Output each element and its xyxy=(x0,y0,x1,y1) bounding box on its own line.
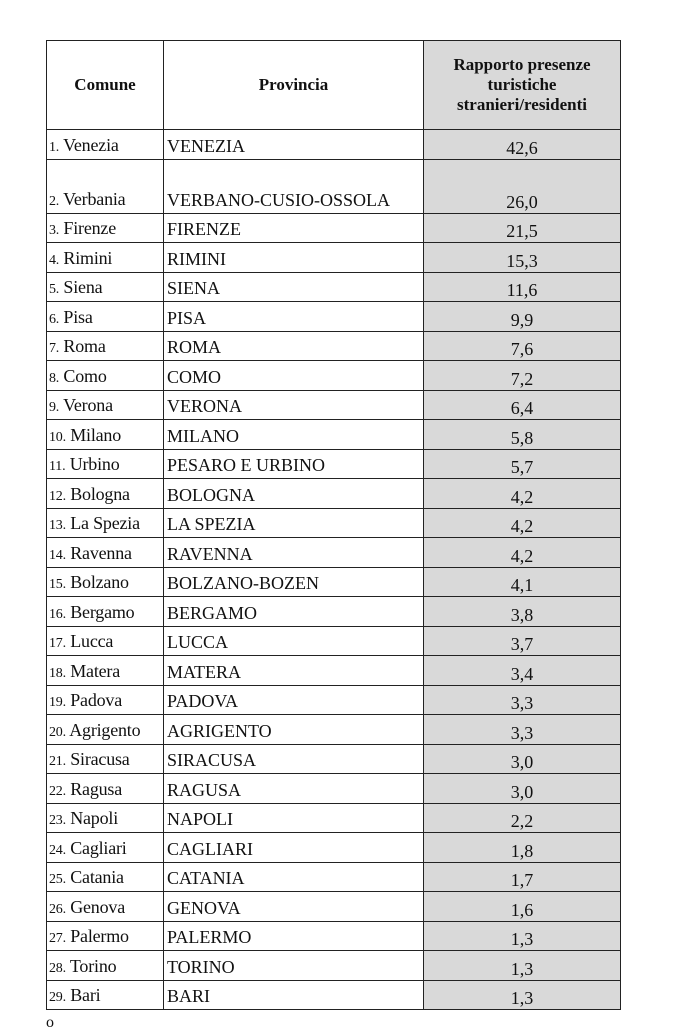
cell-comune xyxy=(47,951,164,981)
cell-comune xyxy=(47,744,164,774)
comune-name: Siracusa xyxy=(70,749,130,769)
cell-rapporto: 5,8 xyxy=(424,420,621,450)
cell-provincia: ROMA xyxy=(164,331,424,361)
cell-rapporto: 4,2 xyxy=(424,479,621,509)
cell-provincia: LA SPEZIA xyxy=(164,508,424,538)
cell-comune xyxy=(47,626,164,656)
cell-provincia: PESARO E URBINO xyxy=(164,449,424,479)
table-header-row xyxy=(47,41,621,130)
cell-provincia: AGRIGENTO xyxy=(164,715,424,745)
cell-comune xyxy=(47,479,164,509)
comune-name: Bari xyxy=(70,985,101,1005)
cell-provincia: CAGLIARI xyxy=(164,833,424,863)
cell-provincia: MATERA xyxy=(164,656,424,686)
table-row xyxy=(47,980,621,1010)
cell-rapporto: 4,2 xyxy=(424,508,621,538)
cell-comune xyxy=(47,803,164,833)
cell-comune xyxy=(47,390,164,420)
cell-provincia: VERONA xyxy=(164,390,424,420)
table-row xyxy=(47,744,621,774)
cell-provincia: TORINO xyxy=(164,951,424,981)
row-number: 15. xyxy=(49,577,66,592)
row-number: 23. xyxy=(49,813,66,828)
table-row xyxy=(47,567,621,597)
row-number: 18. xyxy=(49,665,66,681)
cell-provincia: NAPOLI xyxy=(164,803,424,833)
table-row xyxy=(47,331,621,361)
cell-comune xyxy=(47,567,164,597)
row-number: 8. xyxy=(49,370,60,386)
comune-name: Lucca xyxy=(70,631,114,651)
cell-rapporto: 1,8 xyxy=(424,833,621,863)
cell-rapporto: 21,5 xyxy=(424,213,621,243)
cell-comune xyxy=(47,833,164,863)
cell-rapporto: 3,3 xyxy=(424,715,621,745)
comune-name: Cagliari xyxy=(70,837,127,858)
cell-comune xyxy=(47,361,164,391)
cell-comune xyxy=(47,715,164,745)
row-number: 25. xyxy=(49,872,66,887)
cell-rapporto: 4,1 xyxy=(424,567,621,597)
table-row xyxy=(47,272,621,302)
table-row xyxy=(47,420,621,450)
row-number: 17. xyxy=(49,636,66,651)
header-rapporto: Rapporto presenze turistiche stranieri/residenti xyxy=(424,41,621,130)
cell-provincia: MILANO xyxy=(164,420,424,450)
cell-rapporto: 26,0 xyxy=(424,159,621,213)
tourism-ratio-table-container xyxy=(46,40,620,1010)
footer-mark: o xyxy=(46,1014,54,1031)
row-number: 12. xyxy=(49,488,66,504)
cell-rapporto: 11,6 xyxy=(424,272,621,302)
cell-provincia: GENOVA xyxy=(164,892,424,922)
cell-rapporto: 15,3 xyxy=(424,243,621,273)
comune-name: Agrigento xyxy=(69,719,141,740)
cell-provincia: LUCCA xyxy=(164,626,424,656)
table-row xyxy=(47,774,621,804)
comune-name: Bergamo xyxy=(70,601,135,622)
row-number: 21. xyxy=(49,754,66,769)
table-row xyxy=(47,951,621,981)
cell-provincia: RAGUSA xyxy=(164,774,424,804)
cell-comune xyxy=(47,243,164,273)
cell-provincia: RIMINI xyxy=(164,243,424,273)
comune-name: Genova xyxy=(70,896,125,917)
row-number: 26. xyxy=(49,901,66,917)
cell-rapporto: 3,0 xyxy=(424,744,621,774)
row-number: 6. xyxy=(49,311,60,327)
row-number: 11. xyxy=(49,459,66,474)
cell-provincia: BARI xyxy=(164,980,424,1010)
comune-name: Palermo xyxy=(70,926,129,946)
cell-comune xyxy=(47,420,164,450)
cell-comune xyxy=(47,159,164,213)
comune-name: Catania xyxy=(70,867,124,887)
cell-rapporto: 3,7 xyxy=(424,626,621,656)
cell-rapporto: 42,6 xyxy=(424,130,621,160)
table-row xyxy=(47,892,621,922)
cell-comune xyxy=(47,449,164,479)
cell-comune xyxy=(47,272,164,302)
table-row xyxy=(47,626,621,656)
cell-comune xyxy=(47,130,164,160)
table-row xyxy=(47,479,621,509)
row-number: 3. xyxy=(49,223,60,238)
cell-rapporto: 9,9 xyxy=(424,302,621,332)
cell-provincia: FIRENZE xyxy=(164,213,424,243)
comune-name: Como xyxy=(63,365,107,386)
row-number: 7. xyxy=(49,341,60,356)
table-row xyxy=(47,656,621,686)
comune-name: Torino xyxy=(69,955,117,976)
table-row xyxy=(47,862,621,892)
cell-rapporto: 1,3 xyxy=(424,980,621,1010)
cell-provincia: CATANIA xyxy=(164,862,424,892)
row-number: 24. xyxy=(49,842,66,858)
cell-rapporto: 5,7 xyxy=(424,449,621,479)
cell-provincia: BOLZANO-BOZEN xyxy=(164,567,424,597)
table-row xyxy=(47,685,621,715)
cell-comune xyxy=(47,685,164,715)
table-row xyxy=(47,508,621,538)
cell-rapporto: 1,3 xyxy=(424,921,621,951)
table-row xyxy=(47,715,621,745)
header-comune: Comune xyxy=(47,41,164,130)
table-row xyxy=(47,159,621,213)
tourism-ratio-table xyxy=(46,40,621,1010)
cell-provincia: PALERMO xyxy=(164,921,424,951)
comune-name: Ragusa xyxy=(70,778,123,799)
row-number: 13. xyxy=(49,518,66,533)
cell-rapporto: 3,4 xyxy=(424,656,621,686)
cell-comune xyxy=(47,302,164,332)
header-provincia: Provincia xyxy=(164,41,424,130)
cell-rapporto: 3,0 xyxy=(424,774,621,804)
cell-provincia: BOLOGNA xyxy=(164,479,424,509)
cell-rapporto: 2,2 xyxy=(424,803,621,833)
cell-rapporto: 6,4 xyxy=(424,390,621,420)
row-number: 29. xyxy=(49,990,66,1005)
cell-rapporto: 3,3 xyxy=(424,685,621,715)
row-number: 22. xyxy=(49,783,66,799)
row-number: 28. xyxy=(49,960,66,976)
comune-name: Verona xyxy=(63,395,113,415)
row-number: 27. xyxy=(49,931,66,946)
comune-name: Siena xyxy=(63,277,103,297)
cell-provincia: SIENA xyxy=(164,272,424,302)
comune-name: Roma xyxy=(63,336,106,356)
cell-rapporto: 1,6 xyxy=(424,892,621,922)
cell-provincia: RAVENNA xyxy=(164,538,424,568)
cell-comune xyxy=(47,538,164,568)
comune-name: Rimini xyxy=(63,247,113,268)
table-row xyxy=(47,803,621,833)
comune-name: Bolzano xyxy=(70,572,129,592)
table-row xyxy=(47,243,621,273)
cell-comune xyxy=(47,774,164,804)
cell-provincia: VERBANO-CUSIO-OSSOLA xyxy=(164,159,424,213)
cell-comune xyxy=(47,597,164,627)
cell-comune xyxy=(47,892,164,922)
row-number: 19. xyxy=(49,695,66,710)
table-row xyxy=(47,449,621,479)
cell-comune xyxy=(47,213,164,243)
cell-comune xyxy=(47,656,164,686)
cell-comune xyxy=(47,921,164,951)
comune-name: La Spezia xyxy=(70,513,140,533)
row-number: 4. xyxy=(49,252,60,268)
cell-comune xyxy=(47,508,164,538)
table-row xyxy=(47,538,621,568)
comune-name: Bologna xyxy=(70,483,130,504)
table-row xyxy=(47,302,621,332)
row-number: 16. xyxy=(49,606,66,622)
row-number: 10. xyxy=(49,429,66,445)
table-row xyxy=(47,921,621,951)
comune-name: Pisa xyxy=(63,306,93,327)
cell-comune xyxy=(47,862,164,892)
table-row xyxy=(47,390,621,420)
table-row xyxy=(47,361,621,391)
row-number: 2. xyxy=(49,193,60,209)
comune-name: Venezia xyxy=(63,134,119,155)
row-number: 9. xyxy=(49,400,60,415)
row-number: 20. xyxy=(49,724,66,740)
cell-provincia: BERGAMO xyxy=(164,597,424,627)
comune-name: Urbino xyxy=(69,454,120,474)
cell-comune xyxy=(47,331,164,361)
table-body xyxy=(47,130,621,1010)
row-number: 1. xyxy=(49,139,60,155)
cell-comune xyxy=(47,980,164,1010)
comune-name: Firenze xyxy=(63,218,116,238)
cell-provincia: PISA xyxy=(164,302,424,332)
table-row xyxy=(47,833,621,863)
cell-rapporto: 7,6 xyxy=(424,331,621,361)
row-number: 14. xyxy=(49,547,66,563)
cell-provincia: SIRACUSA xyxy=(164,744,424,774)
cell-provincia: VENEZIA xyxy=(164,130,424,160)
cell-rapporto: 1,7 xyxy=(424,862,621,892)
table-row xyxy=(47,597,621,627)
cell-provincia: COMO xyxy=(164,361,424,391)
cell-rapporto: 4,2 xyxy=(424,538,621,568)
cell-rapporto: 7,2 xyxy=(424,361,621,391)
table-row xyxy=(47,213,621,243)
cell-rapporto: 1,3 xyxy=(424,951,621,981)
comune-name: Milano xyxy=(70,424,122,445)
comune-name: Padova xyxy=(70,690,123,710)
cell-rapporto: 3,8 xyxy=(424,597,621,627)
comune-name: Verbania xyxy=(63,188,126,209)
comune-name: Matera xyxy=(70,660,120,681)
row-number: 5. xyxy=(49,282,60,297)
cell-provincia: PADOVA xyxy=(164,685,424,715)
comune-name: Napoli xyxy=(70,808,119,828)
comune-name: Ravenna xyxy=(70,542,132,563)
table-row xyxy=(47,130,621,160)
